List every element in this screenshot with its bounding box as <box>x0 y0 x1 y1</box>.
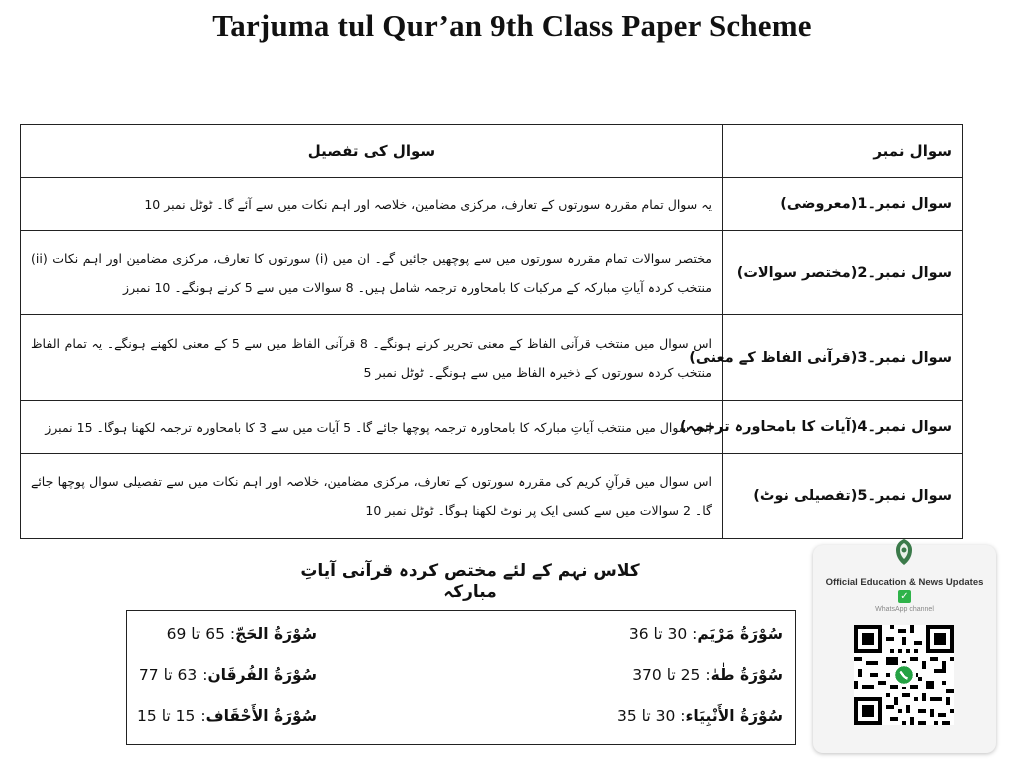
surah-range: 30 تا 36 <box>628 625 688 643</box>
row-4-details <box>21 401 723 454</box>
table-row <box>21 231 963 315</box>
row-2-question: سوال نمبر۔2(مختصر سوالات) <box>723 231 963 315</box>
header-question-no: سوال نمبر <box>723 125 963 178</box>
paper-scheme-table <box>20 124 963 539</box>
table-row <box>21 401 963 454</box>
row-3-line-1: اس سوال میں منتخب قرآنی الفاظ کے معنی تحریر کرنے ہونگے۔ 8 قرآنی الفاظ میں سے 5 کے معنی لکھنے ہونگے۔ یہ تمام الفاظ <box>31 335 712 351</box>
header-details: سوال کی تفصیل <box>21 125 723 178</box>
surah-list-box <box>126 610 796 745</box>
surah-list-heading: کلاس نہم کے لئے مختص کردہ قرآنی آیاتِ مبارکہ <box>300 561 640 602</box>
surah-item: سُوْرَةُ طٰهٰ: 25 تا 370 <box>632 666 783 684</box>
row-2-details <box>21 231 723 315</box>
channel-title: Official Education & News Updates <box>825 577 984 588</box>
qr-code-image[interactable] <box>854 625 954 725</box>
surah-range: 65 تا 69 <box>166 625 225 643</box>
table-row <box>21 454 963 539</box>
surah-name: سُوْرَةُ الأَنْبِيَاء <box>685 707 783 725</box>
table-row <box>21 178 963 231</box>
surah-name: سُوْرَةُ مَرْيَم <box>697 625 783 643</box>
whatsapp-channel-card[interactable] <box>813 545 996 753</box>
state-emblem-icon <box>891 537 917 567</box>
row-5-line-2: پوچھا جائے گا۔ 2 سوالات میں سے کسی ایک پر نوٹ لکھنا ہوگا۔ ٹوٹل نمبر 10 <box>31 474 712 518</box>
row-3-question: سوال نمبر۔3(قرآنی الفاظ کے معنی) <box>723 315 963 401</box>
row-4-question: سوال نمبر۔4(آیات کا بامحاورہ ترجمہ) <box>723 401 963 454</box>
surah-range: 63 تا 77 <box>138 666 198 684</box>
surah-item: سُوْرَةُ الفُرقَان: 63 تا 77 <box>138 666 317 684</box>
surah-item: سُوْرَةُ الأَنْبِيَاء: 30 تا 35 <box>616 707 783 725</box>
page-title: Tarjuma tul Qur’an 9th Class Paper Scheme <box>212 8 812 43</box>
surah-name: سُوْرَةُ الفُرقَان <box>207 666 317 684</box>
surah-item: سُوْرَةُ مَرْيَم: 30 تا 36 <box>628 625 783 643</box>
surah-item: سُوْرَةُ الحَجّ: 65 تا 69 <box>166 625 317 643</box>
row-5-details <box>21 454 723 539</box>
row-4-line-1: اس سوال میں منتخب آیاتِ مبارکہ کا بامحاورہ ترجمہ پوچھا جائے گا۔ 5 آیات میں سے 3 کا بامحاورہ ترجمہ لکھنا ہوگا۔ 15 نمبرز <box>45 419 712 435</box>
row-2-line-1: مختصر سوالات تمام مقررہ سورتوں میں سے پوچھیں جائیں گے۔ ان میں (i) سورتوں کا تعارف، مرکزی مضامین اور اہم <box>82 250 712 266</box>
row-5-line-1: اس سوال میں قرآنِ کریم کی مقررہ سورتوں کے تعارف، مرکزی مضامین، خلاصہ اور اہم نکات میں سے تفصیلی سوال <box>89 474 712 489</box>
row-5-question: سوال نمبر۔5(تفصیلی نوٹ) <box>723 454 963 539</box>
row-2-line-2: نکات (ii) منتخب کردہ آیاتِ مبارکہ کے مرکبات کا بامحاورہ ترجمہ شامل ہیں۔ 8 سوالات میں سے 5 کرنے ہونگے۔ 10 نمبرز <box>31 250 712 295</box>
table-header-row <box>21 125 963 178</box>
channel-subtitle: WhatsApp channel <box>875 606 934 613</box>
row-1-question: سوال نمبر۔1(معروضی) <box>723 178 963 231</box>
surah-name: سُوْرَةُ طٰهٰ <box>710 666 783 684</box>
surah-item: سُوْرَةُ الأَحْقَاف: 15 تا 15 <box>137 707 317 725</box>
surah-range: 30 تا 35 <box>616 707 676 725</box>
surah-range: 15 تا 15 <box>137 707 196 725</box>
surah-range: 25 تا 370 <box>632 666 701 684</box>
row-3-details <box>21 315 723 401</box>
row-3-line-2: منتخب کردہ سورتوں کے ذخیرہ الفاظ میں سے ہونگے۔ ٹوٹل نمبر 5 <box>363 364 712 380</box>
check-mark-icon: ✓ <box>898 590 911 603</box>
surah-name: سُوْرَةُ الحَجّ <box>235 625 317 643</box>
row-1-line-1: یہ سوال تمام مقررہ سورتوں کے تعارف، مرکزی مضامین، خلاصہ اور اہم نکات میں سے آئے گا۔ ٹوٹل نمبر 10 <box>144 196 712 212</box>
surah-name: سُوْرَةُ الأَحْقَاف <box>205 707 317 725</box>
table-row <box>21 315 963 401</box>
row-1-details <box>21 178 723 231</box>
